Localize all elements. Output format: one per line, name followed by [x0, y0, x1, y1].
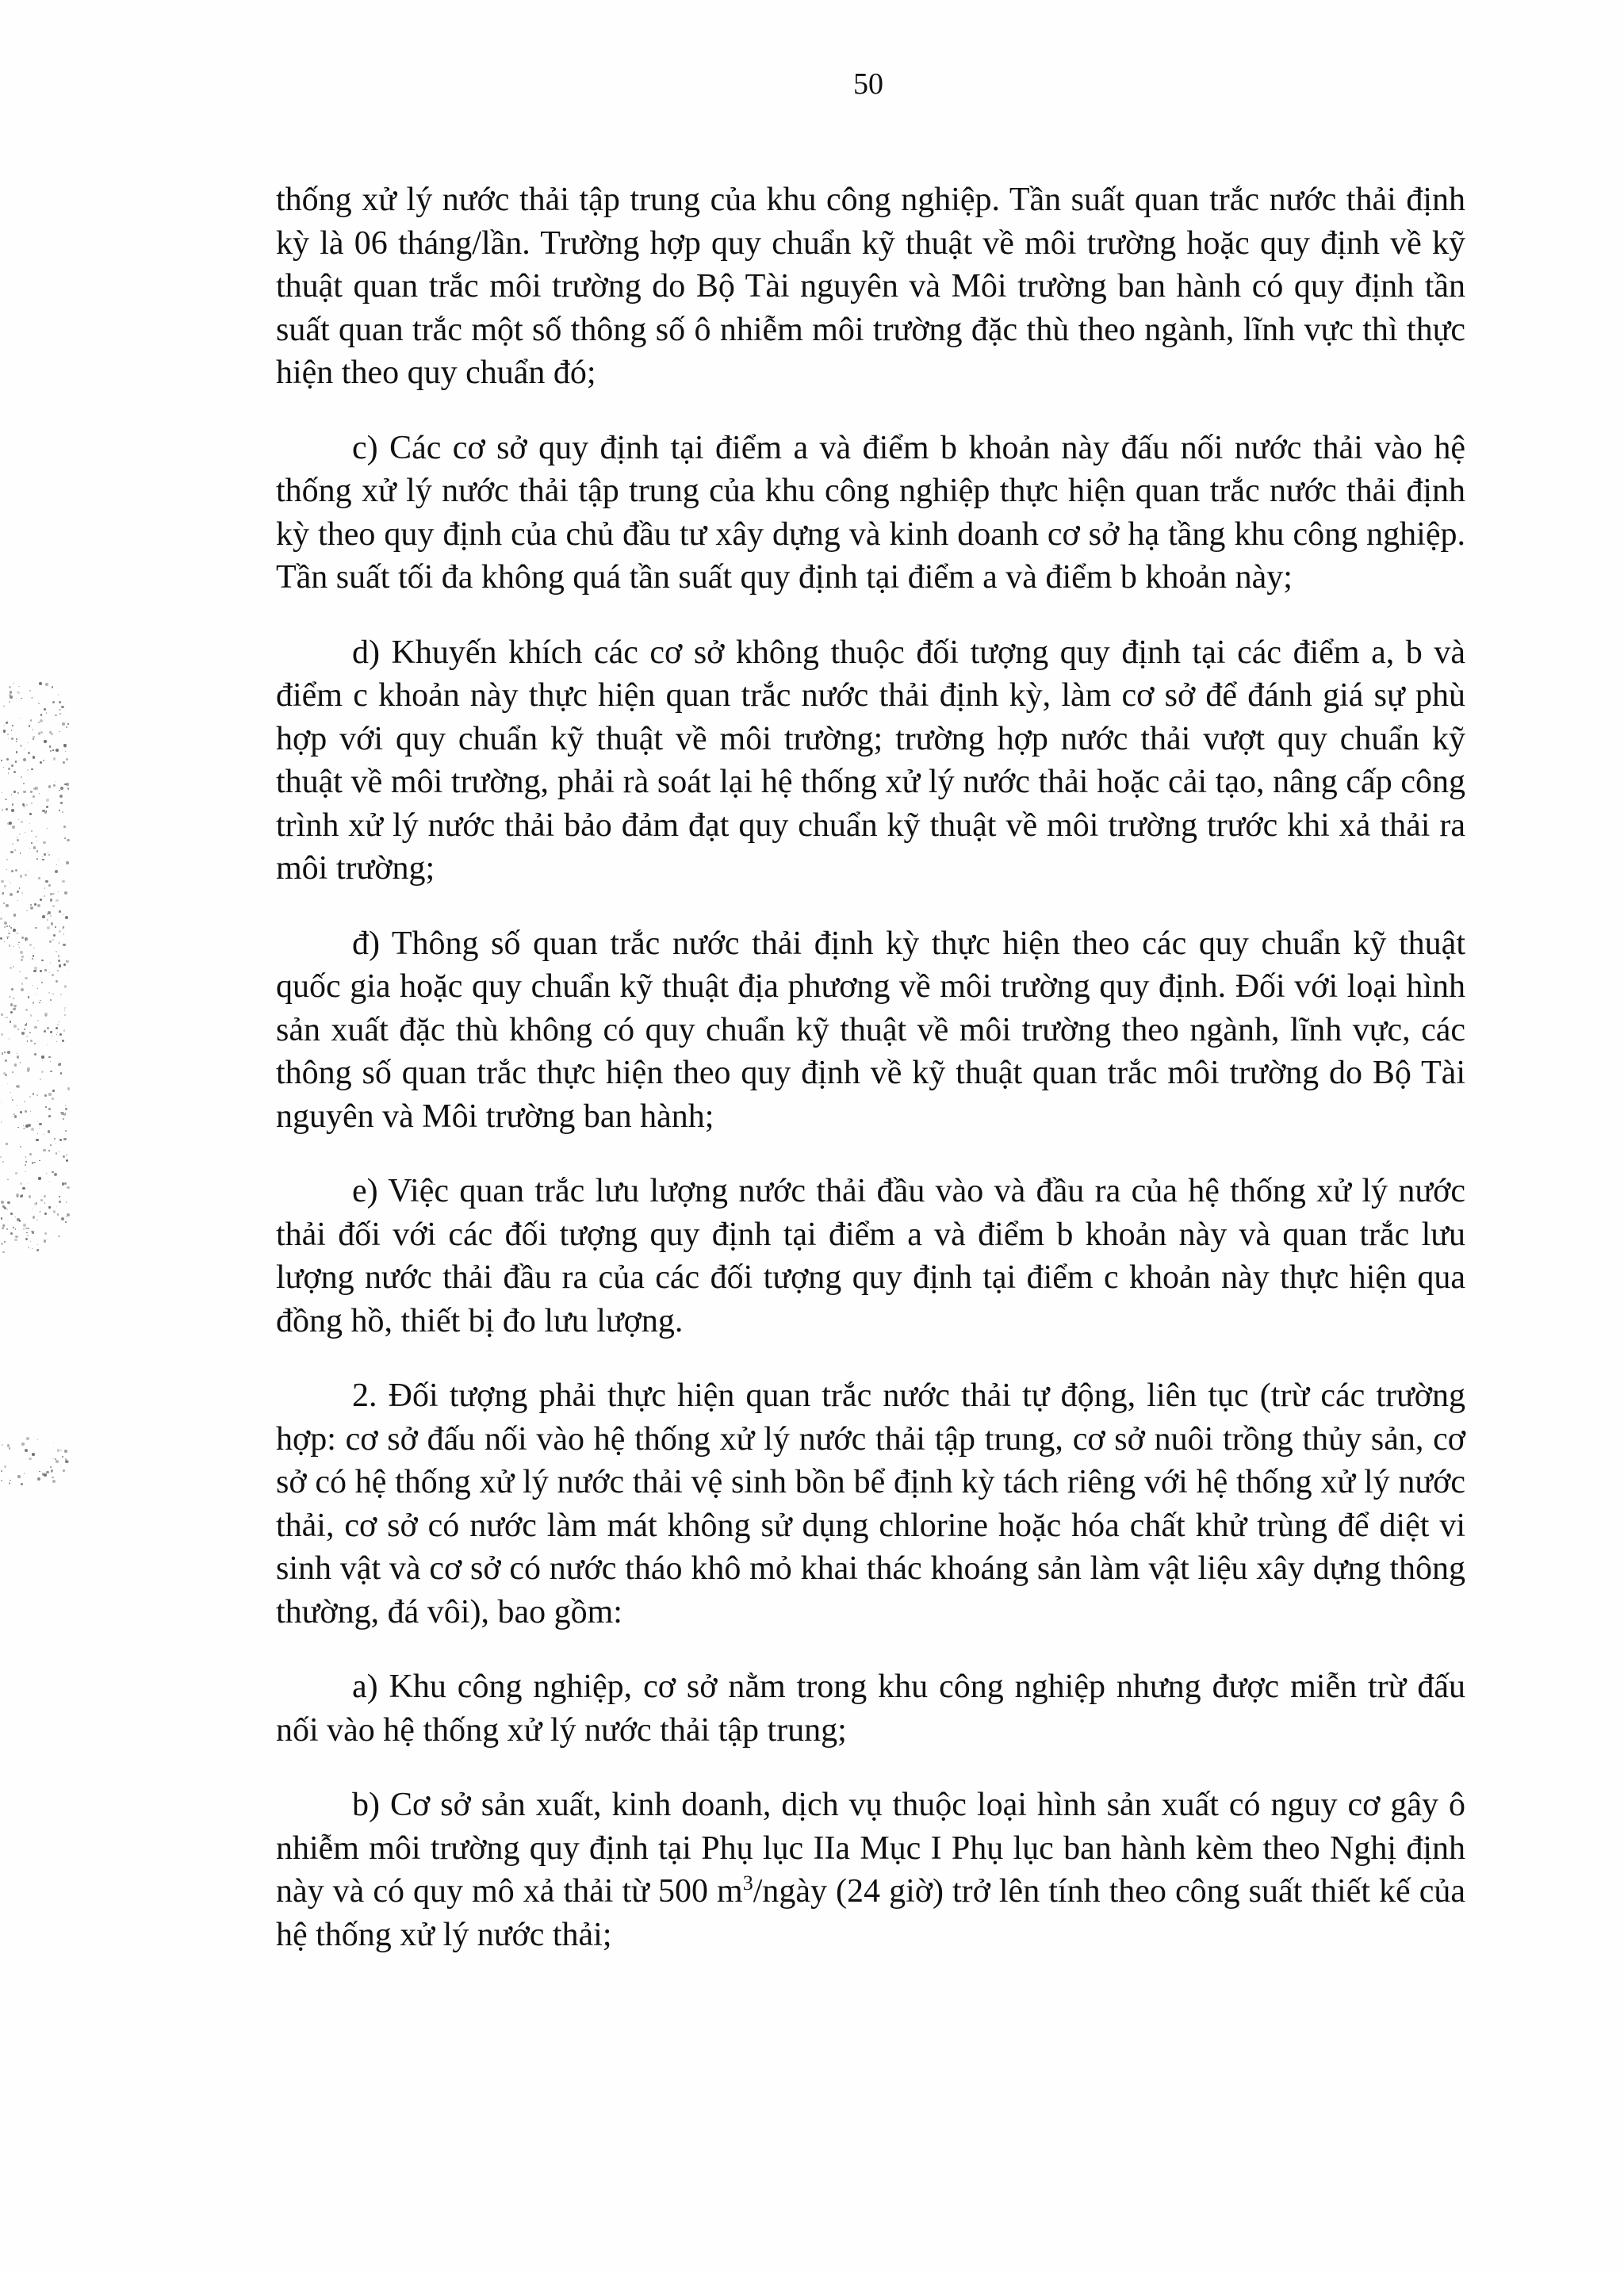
paragraph-text: c) Các cơ sở quy định tại điểm a và điểm b khoản này đấu nối nước thải vào hệ thống xử lý nước thải tập trung của khu công nghiệp thực hiện quan trắc nước thải định kỳ theo quy định của chủ đầu tư xây dựng và kinh doanh cơ sở hạ tầng khu công nghiệp. Tần suất tối đa không quá tần suất quy định tại điểm a và điểm b khoản này; — [276, 429, 1465, 596]
paragraph-text: /ngày (24 giờ) trở lên tính theo công suất thiết kế của hệ thống xử lý nước thải; — [276, 1873, 1465, 1953]
paragraph — [276, 427, 1465, 600]
paragraph — [276, 1374, 1465, 1634]
paragraph — [276, 922, 1465, 1139]
paragraph-text: d) Khuyến khích các cơ sở không thuộc đối tượng quy định tại các điểm a, b và điểm c khoản này thực hiện quan trắc nước thải định kỳ, làm cơ sở để đánh giá sự phù hợp với quy chuẩn kỹ thuật về môi trường; trường hợp nước thải vượt quy chuẩn kỹ thuật về môi trường, phải rà soát lại hệ thống xử lý nước thải hoặc cải tạo, nâng cấp công trình xử lý nước thải bảo đảm đạt quy chuẩn kỹ thuật về môi trường trước khi xả thải ra môi trường; — [276, 634, 1465, 887]
paragraph-text: thống xử lý nước thải tập trung của khu công nghiệp. Tần suất quan trắc nước thải định kỳ là 06 tháng/lần. Trường hợp quy chuẩn kỹ thuật về môi trường hoặc quy định về kỹ thuật quan trắc môi trường do Bộ Tài nguyên và Môi trường ban hành có quy định tần suất quan trắc một số thông số ô nhiễm môi trường đặc thù theo ngành, lĩnh vực thì thực hiện theo quy chuẩn đó; — [276, 182, 1465, 391]
paragraph — [276, 1665, 1465, 1752]
paragraph — [276, 631, 1465, 891]
paragraph — [276, 1784, 1465, 1956]
document-body — [276, 178, 1465, 1988]
page-number: 50 — [853, 67, 883, 101]
superscript: 3 — [742, 1872, 753, 1895]
paragraph-text: e) Việc quan trắc lưu lượng nước thải đầu vào và đầu ra của hệ thống xử lý nước thải đối với các đối tượng quy định tại điểm a và điểm b khoản này và quan trắc lưu lượng nước thải đầu ra của các đối tượng quy định tại điểm c khoản này thực hiện qua đồng hồ, thiết bị đo lưu lượng. — [276, 1173, 1465, 1339]
paragraph-text: b) Cơ sở sản xuất, kinh doanh, dịch vụ thuộc loại hình sản xuất có nguy cơ gây ô nhiễm môi trường quy định tại Phụ lục IIa Mục I Phụ lục ban hành kèm theo Nghị định này và có quy mô xả thải từ 500 m — [276, 1787, 1465, 1910]
paragraph-text: 2. Đối tượng phải thực hiện quan trắc nước thải tự động, liên tục (trừ các trường hợp: cơ sở đấu nối vào hệ thống xử lý nước thải tập trung, cơ sở nuôi trồng thủy sản, cơ sở có hệ thống xử lý nước thải vệ sinh bồn bể định kỳ tách riêng với hệ thống xử lý nước thải, cơ sở có nước làm mát không sử dụng chlorine hoặc hóa chất khử trùng để diệt vi sinh vật và cơ sở có nước tháo khô mỏ khai thác khoáng sản làm vật liệu xây dựng thông thường, đá vôi), bao gồm: — [276, 1377, 1465, 1630]
paragraph — [276, 178, 1465, 395]
scan-artifact — [0, 1435, 71, 1483]
paragraph-text: đ) Thông số quan trắc nước thải định kỳ thực hiện theo các quy chuẩn kỹ thuật quốc gia hoặc quy chuẩn kỹ thuật địa phương về môi trường quy định. Đối với loại hình sản xuất đặc thù không có quy chuẩn kỹ thuật về môi trường theo ngành, lĩnh vực, các thông số quan trắc thực hiện theo quy định về kỹ thuật quan trắc môi trường do Bộ Tài nguyên và Môi trường ban hành; — [276, 925, 1465, 1135]
paragraph-text: a) Khu công nghiệp, cơ sở nằm trong khu công nghiệp nhưng được miễn trừ đấu nối vào hệ thống xử lý nước thải tập trung; — [276, 1669, 1465, 1749]
scan-artifact — [0, 682, 71, 1253]
paragraph — [276, 1170, 1465, 1343]
